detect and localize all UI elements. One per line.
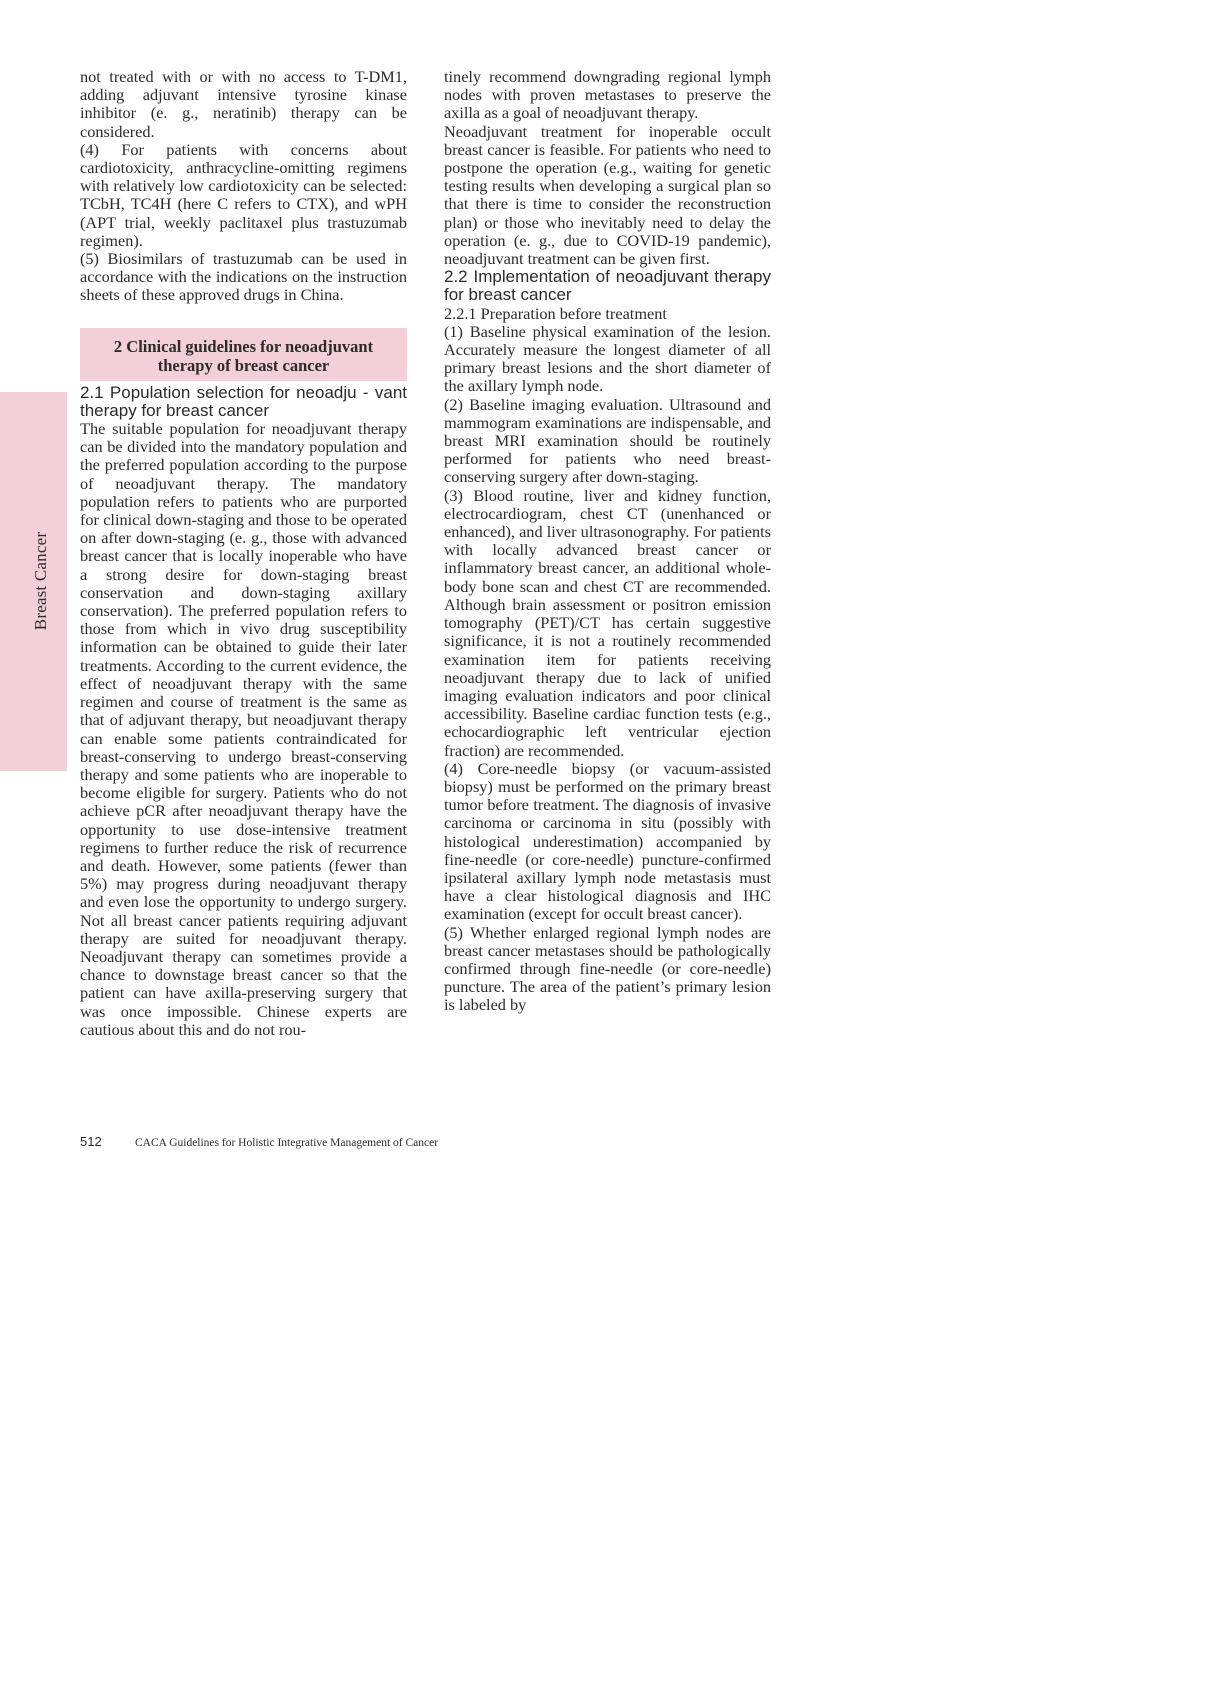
left-paragraph-4: The suitable population for neoadjuvant therapy can be divided into the mandatory population and the preferred population according to the purpose of neoadjuvant therapy. The mandatory population refers to patients who are purported for clinical down-staging and those to be operated on after down-staging (e. g., those with advanced breast cancer that is locally inoperable who have a strong desire for down-staging breast conservation and down-staging axillary conservation). The preferred population refers to those from which in vivo drug susceptibility information can be obtained to guide their later treatments. According to the current evidence, the effect of neoadjuvant therapy with the same regimen and course of treatment is the same as that of adjuvant therapy, but neoadjuvant therapy can enable some patients contraindicated for breast-conserving to undergo breast-conserving therapy and some patients who are inoperable to become eligible for surgery. Patients who do not achieve pCR after neoadjuvant therapy have the opportunity to use dose-intensive treatment regimens to further reduce the risk of recurrence and death. However, some patients (fewer than 5%) may progress during neoadjuvant therapy and even lose the opportunity to undergo surgery. Not all breast cancer patients requiring adjuvant therapy are suited for neoadjuvant therapy. Neoadjuvant therapy can sometimes provide a chance to downstage breast cancer so that the patient can have axilla-preserving surgery that was once impossible. Chinese experts are cautious about this and do not rou- [80,419,407,1039]
right-paragraph-6: (4) Core-needle biopsy (or vacuum-assisted biopsy) must be performed on the primary breast tumor before treatment. The diagnosis of invasive carcinoma or carcinoma in situ (possibly with histological underestimation) accompanied by fine-needle (or core-needle) puncture-confirmed ipsilateral axillary lymph node metastasis must have a clear histological diagnosis and IHC examination (except for occult breast cancer). [444,758,771,924]
side-tab-label: Breast Cancer [31,531,50,631]
page-number: 512 [80,1134,102,1149]
section-title-box [80,328,407,381]
section-title-line-2: therapy of breast cancer [157,355,330,375]
left-paragraph-3: (5) Biosimilars of trastuzumab can be used in accordance with the indications on the instruction sheets of these approved drugs in China. [80,249,407,305]
right-column [444,68,771,1015]
section-title-line-1: 2 Clinical guidelines for neoadjuvant [113,336,374,356]
journal-name: CACA Guidelines for Holistic Integrative Management of Cancer [135,1137,439,1149]
right-paragraph-4: (2) Baseline imaging evaluation. Ultrasound and mammogram examinations are indispensable, and breast MRI examination should be routinely performed for patients who need breast-conserving surgery after down-staging. [444,394,771,487]
right-paragraph-2: Neoadjuvant treatment for inoperable occult breast cancer is feasible. For patients who need to postpone the operation (e.g., waiting for genetic testing results when developing a surgical plan so that there is time to consider the reconstruction plan) or those who inevitably need to delay the operation (e. g., due to COVID-19 pandemic), neoadjuvant treatment can be given first. [444,121,771,269]
subsection-heading-2-1: 2.1 Population selection for neoadju - vant therapy for breast cancer [80,382,407,420]
right-paragraph-3: (1) Baseline physical examination of the lesion. Accurately measure the longest diameter of all primary breast lesions and the short diameter of the axillary lymph node. [444,321,771,396]
right-paragraph-5: (3) Blood routine, liver and kidney function, electrocardiogram, chest CT (unenhanced or enhanced), and liver ultrasonography. For patients with locally advanced breast cancer or inflammatory breast cancer, an additional whole-body bone scan and chest CT are recommended. Although brain assessment or positron emission tomography (PET)/CT has certain suggestive significance, it is not a routinely recommended examination item for patients receiving neoadjuvant therapy due to lack of unified imaging evaluation indicators and poor clinical accessibility. Baseline cardiac function tests (e.g., echocardiographic left ventricular ejection fraction) are recommended. [444,485,771,760]
subsection-heading-2-2-1: 2.2.1 Preparation before treatment [444,303,667,323]
left-column [80,68,407,1039]
page-footer [80,1134,438,1150]
left-paragraph-2: (4) For patients with concerns about cardiotoxicity, anthracycline-omitting regimens with relatively low cardiotoxicity can be selected: TCbH, TC4H (here C refers to CTX), and wPH (APT trial, weekly paclitaxel plus trastuzumab regimen). [80,139,407,250]
subsection-heading-2-2: 2.2 Implementation of neoadjuvant therapy for breast cancer [444,267,771,305]
right-paragraph-1: tinely recommend downgrading regional lymph nodes with proven metastases to preserve the axilla as a goal of neoadjuvant therapy. [444,67,771,123]
right-paragraph-7: (5) Whether enlarged regional lymph nodes are breast cancer metastases should be pathologically confirmed through fine-needle (or core-needle) puncture. The area of the patient’s primary lesion is labeled by [444,922,771,1015]
left-paragraph-1: not treated with or with no access to T-DM1, adding adjuvant intensive tyrosine kinase inhibitor (e. g., neratinib) therapy can be considered. [80,67,407,141]
